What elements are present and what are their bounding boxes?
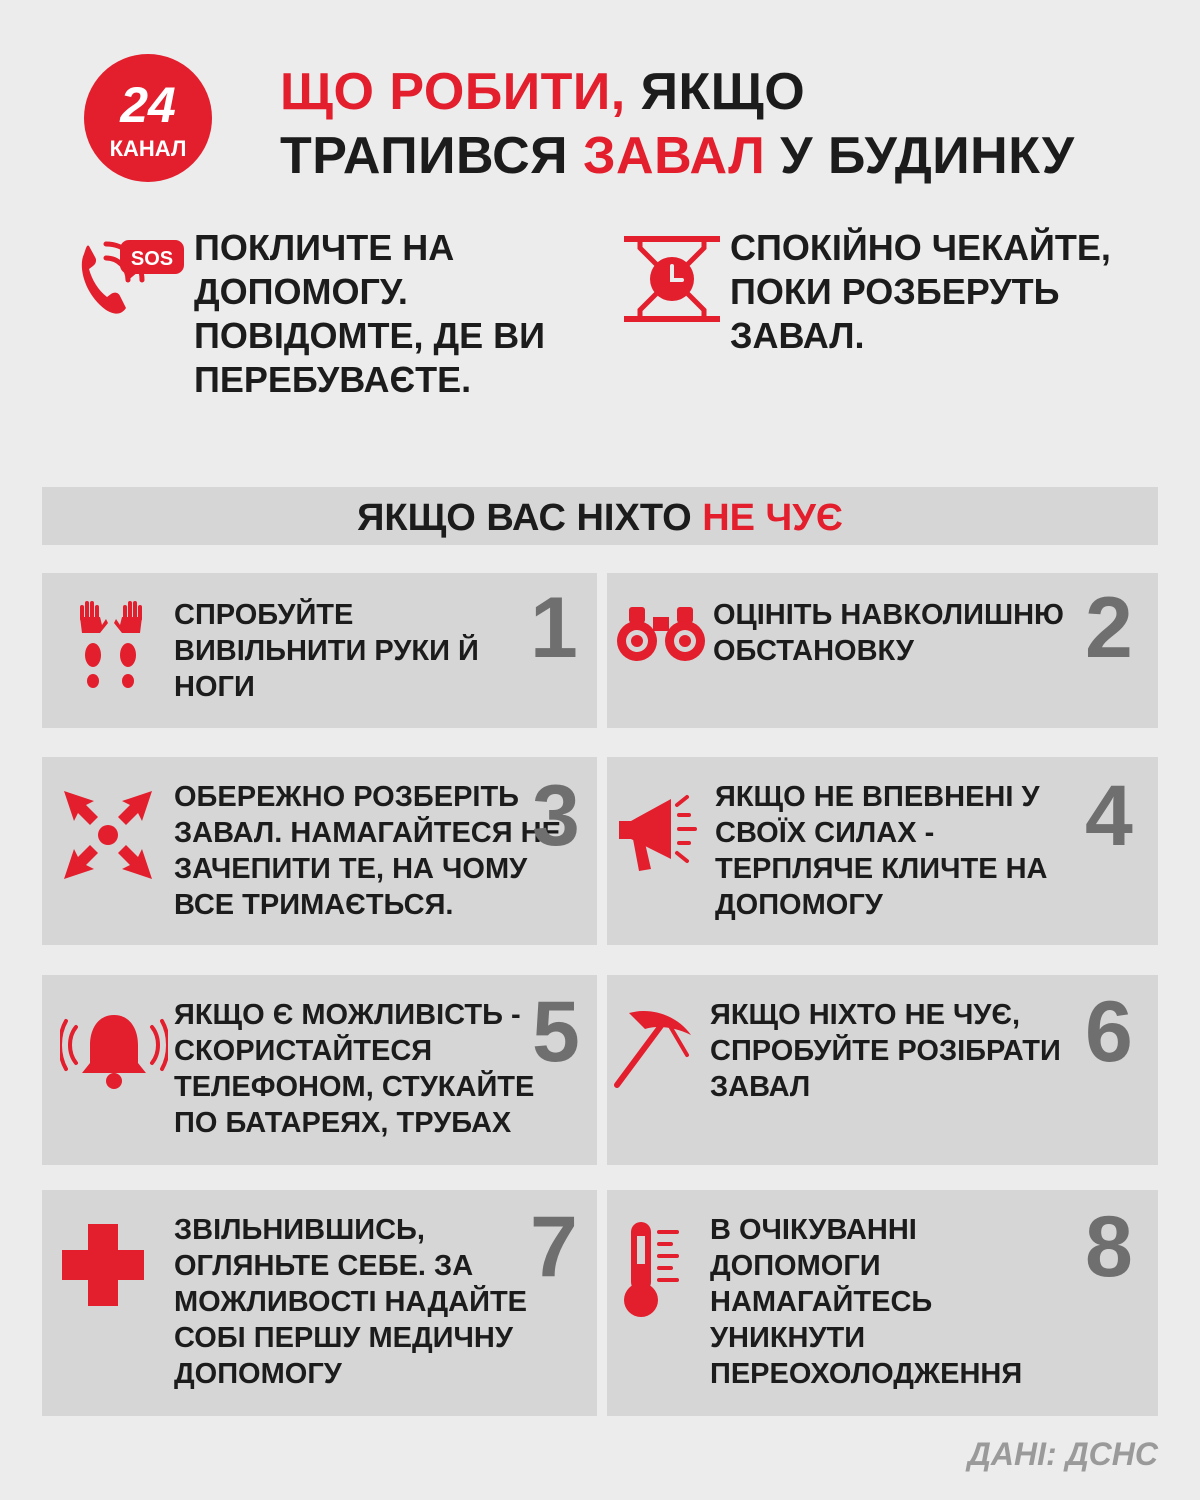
step-text-8: В ОЧІКУВАННІ ДОПОМОГИ НАМАГАЙТЕСЬ УНИКНУТИ ПЕРЕОХОЛОДЖЕННЯ (710, 1214, 1023, 1390)
megaphone-icon (615, 787, 707, 879)
banner-red: НЕ ЧУЄ (702, 497, 843, 539)
step-text-6: ЯКЩО НІХТО НЕ ЧУЄ, СПРОБУЙТЕ РОЗІБРАТИ ЗАВАЛ (710, 999, 1061, 1103)
step-text-3: ОБЕРЕЖНО РОЗБЕРІТЬ ЗАВАЛ. НАМАГАЙТЕСЯ НЕ ЗАЧЕПИТИ ТЕ, НА ЧОМУ ВСЕ ТРИМАЄТЬСЯ. (174, 781, 561, 921)
title-red-2: ЗАВАЛ (582, 127, 766, 185)
channel-logo (82, 52, 214, 184)
step-number-2: 2 (1085, 580, 1133, 676)
top-item-call-help: ПОКЛИЧТЕ НА ДОПОМОГУ. ПОВІДОМТЕ, ДЕ ВИ ПЕРЕБУВАЄТЕ. (194, 227, 546, 400)
step-number-1: 1 (530, 580, 578, 676)
step-card-5 (42, 975, 597, 1165)
step-card-6 (607, 975, 1158, 1165)
logo-number: 24 (120, 77, 176, 133)
step-number-3: 3 (532, 768, 580, 864)
top-item-wait-calmly: СПОКІЙНО ЧЕКАЙТЕ, ПОКИ РОЗБЕРУТЬ ЗАВАЛ. (730, 227, 1111, 356)
title-dark-2b: У БУДИНКУ (765, 127, 1075, 185)
pickaxe-icon (611, 1005, 697, 1091)
step-card-4 (607, 757, 1158, 945)
step-card-3 (42, 757, 597, 945)
title-dark-2a: ТРАПИВСЯ (280, 127, 583, 185)
title-dark-1: ЯКЩО (625, 63, 806, 121)
data-source: ДАНІ: ДСНС (967, 1436, 1158, 1472)
step-number-7: 7 (530, 1199, 578, 1295)
logo-name: КАНАЛ (109, 136, 187, 161)
banner-dark: ЯКЩО ВАС НІХТО (357, 497, 703, 539)
step-text-4: ЯКЩО НЕ ВПЕВНЕНІ У СВОЇХ СИЛАХ - ТЕРПЛЯЧЕ КЛИЧТЕ НА ДОПОМОГУ (715, 781, 1048, 921)
title-red-1: ЩО РОБИТИ, (280, 63, 626, 121)
medical-cross-icon (60, 1222, 146, 1308)
thermometer-icon (621, 1220, 691, 1320)
page-title (280, 60, 1160, 188)
hourglass-clock-icon (622, 234, 722, 324)
sos-phone-icon (76, 236, 188, 320)
step-number-8: 8 (1085, 1199, 1133, 1295)
binoculars-icon (615, 603, 707, 663)
step-card-7 (42, 1190, 597, 1416)
step-number-6: 6 (1085, 984, 1133, 1080)
step-text-7: ЗВІЛЬНИВШИСЬ, ОГЛЯНЬТЕ СЕБЕ. ЗА МОЖЛИВОСТІ НАДАЙТЕ СОБІ ПЕРШУ МЕДИЧНУ ДОПОМОГУ (174, 1214, 528, 1390)
step-number-4: 4 (1085, 768, 1133, 864)
step-card-2 (607, 573, 1158, 728)
step-card-8 (607, 1190, 1158, 1416)
step-number-5: 5 (532, 984, 580, 1080)
step-text-5: ЯКЩО Є МОЖЛИВІСТЬ - СКОРИСТАЙТЕСЯ ТЕЛЕФОНОМ, СТУКАЙТЕ ПО БАТАРЕЯХ, ТРУБАХ (174, 999, 535, 1139)
ringing-bell-icon (60, 1007, 168, 1097)
step-text-2: ОЦІНІТЬ НАВКОЛИШНЮ ОБСТАНОВКУ (713, 599, 1064, 667)
hands-feet-icon (76, 599, 146, 697)
sos-label: SOS (130, 248, 174, 270)
arrows-inward-icon (60, 787, 156, 883)
step-card-1 (42, 573, 597, 728)
step-text-1: СПРОБУЙТЕ ВИВІЛЬНИТИ РУКИ Й НОГИ (174, 599, 479, 703)
section-banner (42, 487, 1158, 545)
